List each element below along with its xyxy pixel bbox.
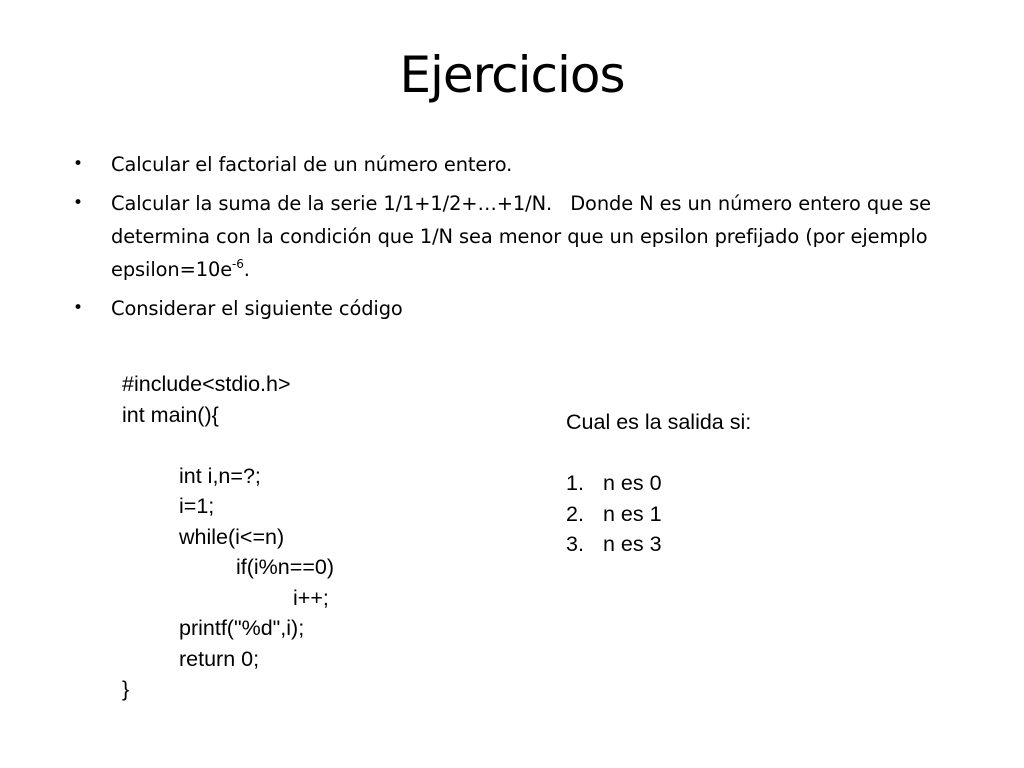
code-line: i++;: [293, 585, 329, 610]
exercise-item-factorial: [72, 148, 972, 181]
output-question: [566, 407, 751, 560]
question-option: [566, 468, 751, 499]
exercise-text: Calcular la suma de la serie 1/1+1/2+…+1/N. Donde N es un número entero que se determina con la condición que 1/N sea menor que un epsilon prefijado (por ejemplo epsilon=10e: [111, 192, 931, 281]
option-text: n es 1: [603, 501, 662, 526]
option-number: 3.: [566, 532, 584, 556]
code-line: int i,n=?;: [179, 463, 261, 488]
option-text: n es 3: [603, 532, 662, 556]
bullet-icon: •: [73, 193, 83, 213]
question-option: [566, 499, 751, 530]
question-option: [566, 529, 751, 560]
code-line: }: [122, 677, 130, 701]
exercise-item-series-sum: [72, 187, 972, 286]
exercise-list: [72, 148, 972, 331]
option-number: 1.: [566, 471, 584, 495]
slide-title: Ejercicios: [399, 46, 625, 104]
code-line: if(i%n==0): [236, 555, 334, 579]
code-line: [122, 430, 334, 461]
question-prompt: Cual es la salida si:: [566, 410, 752, 434]
exercise-text: Calcular el factorial de un número entero.: [111, 153, 513, 176]
option-text: n es 0: [603, 471, 662, 495]
option-number: 2.: [566, 501, 584, 526]
bullet-icon: •: [73, 298, 83, 318]
exercise-item-code: [72, 292, 972, 325]
code-line: i=1;: [179, 494, 215, 518]
code-line: while(i<=n): [179, 524, 285, 549]
code-line: return 0;: [179, 646, 260, 671]
code-line: printf("%d",i);: [179, 616, 305, 640]
sentence-end: .: [243, 258, 250, 281]
code-line: #include<stdio.h>: [122, 372, 291, 396]
code-line: int main(){: [122, 402, 219, 427]
bullet-icon: •: [73, 154, 83, 174]
code-block: [122, 369, 334, 705]
exponent: -6: [232, 257, 244, 271]
exercise-text: Considerar el siguiente código: [111, 297, 403, 320]
